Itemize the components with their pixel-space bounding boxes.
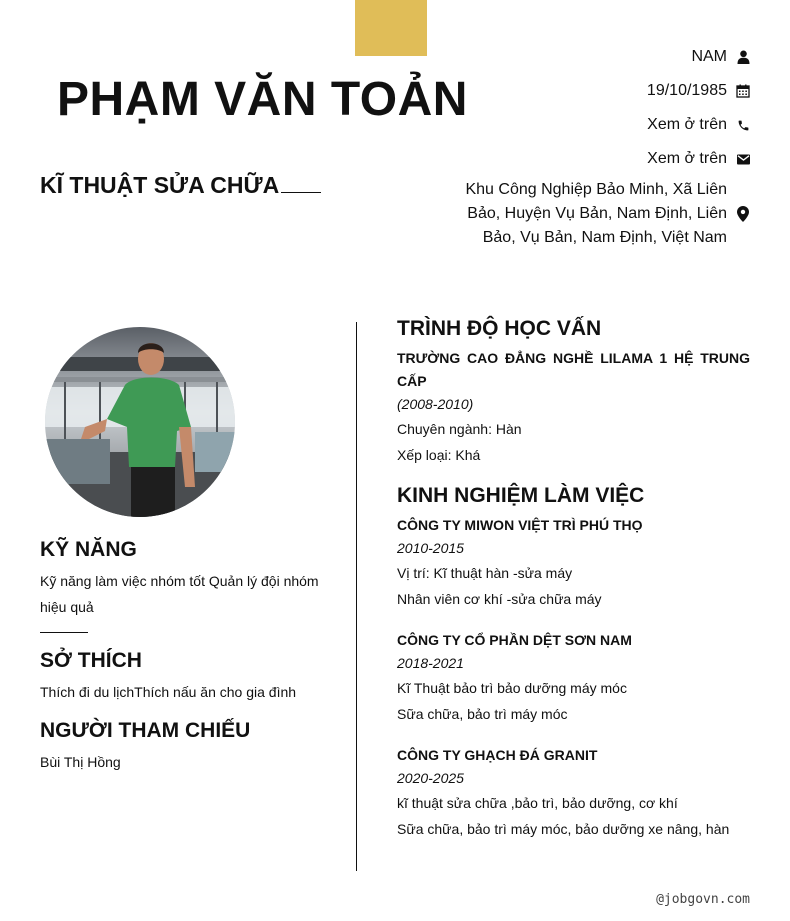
education-grade: Xếp loại: Khá bbox=[397, 447, 481, 463]
contact-email bbox=[420, 142, 750, 176]
contact-phone bbox=[420, 108, 750, 142]
education-school: TRƯỜNG CAO ĐẲNG NGHỀ LILAMA 1 HỆ TRUNG CẤP bbox=[397, 350, 750, 389]
experience-detail: Sữa chữa, bảo trì máy móc bbox=[397, 706, 568, 722]
site-watermark: @jobgovn.com bbox=[656, 892, 750, 907]
experience-period: 2010-2015 bbox=[397, 540, 464, 556]
right-column bbox=[397, 317, 750, 842]
skills-title: KỸ NĂNG bbox=[40, 538, 137, 561]
location-pin-icon bbox=[736, 207, 750, 221]
email-value[interactable]: Xem ở trên bbox=[647, 150, 727, 167]
experience-period: 2018-2021 bbox=[397, 655, 464, 671]
mail-icon bbox=[736, 152, 750, 166]
contact-gender bbox=[420, 40, 750, 74]
title-underline bbox=[281, 192, 321, 193]
experience-item bbox=[397, 744, 750, 842]
experience-company: CÔNG TY MIWON VIỆT TRÌ PHÚ THỌ bbox=[397, 517, 643, 533]
hobbies-title: SỞ THÍCH bbox=[40, 649, 142, 672]
experience-detail: Kĩ Thuật bảo trì bảo dưỡng máy móc bbox=[397, 680, 627, 696]
skills-separator bbox=[40, 632, 88, 633]
phone-icon bbox=[736, 118, 750, 132]
accent-block bbox=[355, 0, 427, 56]
hobbies-text: Thích đi du lịchThích nấu ăn cho gia đình bbox=[40, 684, 297, 700]
calendar-icon bbox=[736, 84, 750, 98]
references-title: NGƯỜI THAM CHIẾU bbox=[40, 719, 251, 742]
education-title: TRÌNH ĐỘ HỌC VẤN bbox=[397, 317, 602, 340]
references-text: Bùi Thị Hồng bbox=[40, 754, 121, 770]
experience-detail: kĩ thuật sửa chữa ,bảo trì, bảo dưỡng, cơ khí bbox=[397, 795, 678, 811]
experience-item bbox=[397, 514, 750, 612]
experience-detail: Nhân viên cơ khí -sửa chữa máy bbox=[397, 591, 602, 607]
experience-detail: Sữa chữa, bảo trì máy móc, bảo dưỡng xe nâng, hàn bbox=[397, 821, 730, 837]
experience-period: 2020-2025 bbox=[397, 770, 464, 786]
person-icon bbox=[736, 50, 750, 64]
phone-value[interactable]: Xem ở trên bbox=[647, 116, 727, 133]
column-divider bbox=[356, 322, 357, 871]
experience-company: CÔNG TY GHẠCH ĐÁ GRANIT bbox=[397, 747, 598, 763]
skills-text: Kỹ năng làm việc nhóm tốt Quản lý đội nhóm hiệu quả bbox=[40, 573, 319, 615]
birthdate-value: 19/10/1985 bbox=[646, 82, 727, 99]
experience-title: KINH NGHIỆM LÀM VIỆC bbox=[397, 484, 645, 507]
left-column bbox=[40, 538, 325, 775]
experience-detail: Vị trí: Kĩ thuật hàn -sửa máy bbox=[397, 565, 573, 581]
gender-value: NAM bbox=[691, 48, 727, 65]
job-title-text: KĨ THUẬT SỬA CHỮA bbox=[40, 172, 280, 198]
contact-birthdate bbox=[420, 74, 750, 108]
experience-company: CÔNG TY CỔ PHẦN DỆT SƠN NAM bbox=[397, 632, 632, 648]
contact-block bbox=[420, 40, 750, 250]
experience-item bbox=[397, 629, 750, 727]
education-major: Chuyên ngành: Hàn bbox=[397, 421, 522, 437]
contact-address bbox=[420, 178, 750, 250]
profile-photo bbox=[45, 327, 235, 517]
address-value: Khu Công Nghiệp Bảo Minh, Xã Liên Bảo, Huyện Vụ Bản, Nam Định, Liên Bảo, Vụ Bản, Nam Định, Việt Nam bbox=[465, 181, 727, 246]
job-title bbox=[40, 172, 321, 199]
candidate-name: PHẠM VĂN TOẢN bbox=[57, 73, 468, 126]
education-period: (2008-2010) bbox=[397, 396, 474, 412]
